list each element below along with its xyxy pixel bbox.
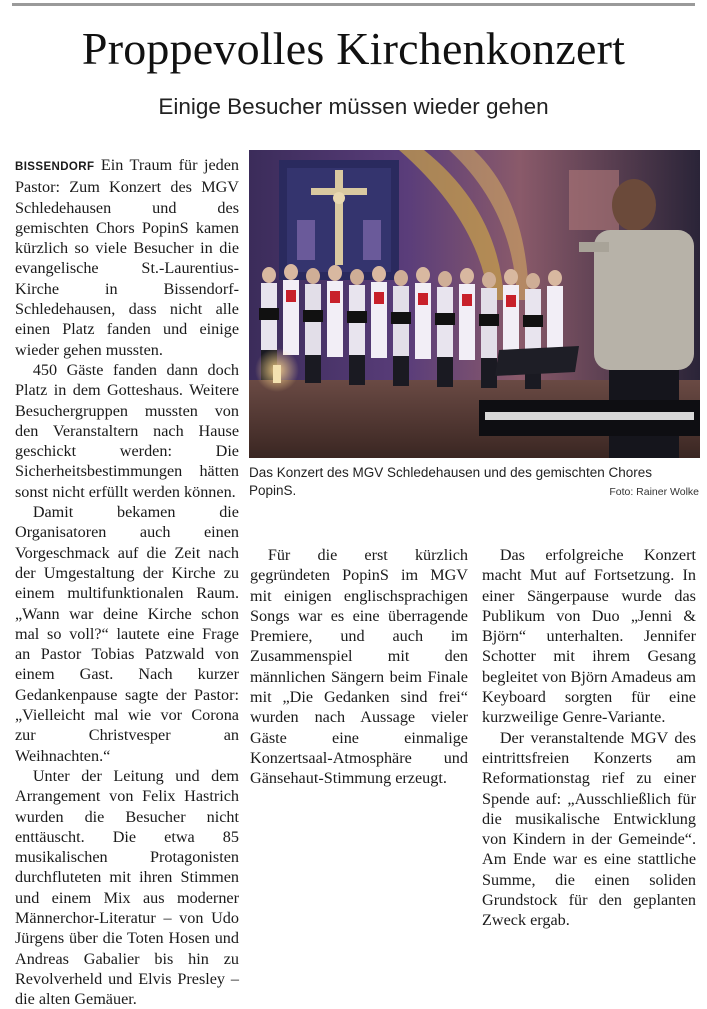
- photo-caption: Das Konzert des MGV Schledehausen und des gemischten Chores PopinS.: [249, 465, 652, 498]
- paragraph-1: [15, 155, 239, 360]
- top-rule: [12, 3, 695, 6]
- dateline: BISSENDORF: [15, 161, 95, 173]
- paragraph-7: Der veranstaltende MGV des eintrittsfreien Konzerts am Reformationstag rief zu einer Spende auf: „Ausschließlich für die musikalische Entwicklung von Kindern in der Gemeinde“. Am Ende war es eine stattliche Summe, die einen soliden Grundstock für den geplanten Zweck ergab.: [482, 728, 696, 930]
- column-1: [15, 155, 239, 1009]
- subheadline: Einige Besucher müssen wieder gehen: [158, 94, 549, 119]
- headline: Proppevolles Kirchenkonzert: [81, 23, 626, 74]
- paragraph-2: 450 Gäste fanden dann doch Platz in dem Gotteshaus. Weitere Besuchergruppen mussten von den Veranstaltern nach Hause geschickt werden: Die Sicherheitsbestimmungen hätten sonst nicht erfüllt werden können.: [15, 360, 239, 501]
- column-3: [482, 545, 696, 931]
- paragraph-6: Das erfolgreiche Konzert macht Mut auf Fortsetzung. In einer Sängerpause wurde das Publikum von Duo „Jenni & Björn“ unterhalten. Jennifer Schotter mit ihrem Gesang begleitet von Björn Amadeus am Keyboard sorgten für eine kurzweilige Genre-Variante.: [482, 546, 696, 727]
- paragraph-3: Damit bekamen die Organisatoren auch einen Vorgeschmack auf die Zeit nach der Umgestaltung der Kirche zu einem multifunktionalen Raum. „Wann war deine Kirche schon mal so voll?“ lautete eine Frage an Pastor Tobias Patzwald von einem Gast. Nach kurzer Gedankenpause sagte der Pastor: „Vielleicht mal wie vor Corona zur Christvesper an Weihnachten.“: [15, 503, 239, 765]
- paragraph-4: Unter der Leitung und dem Arrangement von Felix Hastrich wurden die Besucher nicht enttäuscht. Die etwa 85 musikalischen Protagonisten durchfluteten mit ihren Stimmen und einem Mix aus moderner Männerchor-Literatur – von Udo Jürgens über die Toten Hosen und Andreas Gabalier bis hin zu Revolverheld und Elvis Presley – die alten Gemäuer.: [15, 766, 239, 1009]
- concert-photo: [249, 150, 700, 458]
- column-2: [250, 545, 468, 789]
- photo-credit: Foto: Rainer Wolke: [609, 486, 699, 498]
- paragraph-5: Für die erst kürzlich gegründeten PopinS im MGV mit einigen englischsprachigen Songs war es eine überragende Premiere, und auch im Zusammenspiel mit den männlichen Sängern beim Finale mit „Die Gedanken sind frei“ wurden nach Aussage vieler Gäste eine einmalige Konzertsaal-Atmosphäre und Gänsehaut-Stimmung erzeugt.: [250, 546, 468, 788]
- paragraph-1-text: Ein Traum für jeden Pastor: Zum Konzert des MGV Schledehausen und des gemischten Chors PopinS kamen kürzlich so viele Besucher in die evangelische St.-Laurentius-Kirche in Bissendorf-Schledehausen, dass nicht alle einen Platz fanden und einige wieder gehen mussten.: [15, 156, 240, 359]
